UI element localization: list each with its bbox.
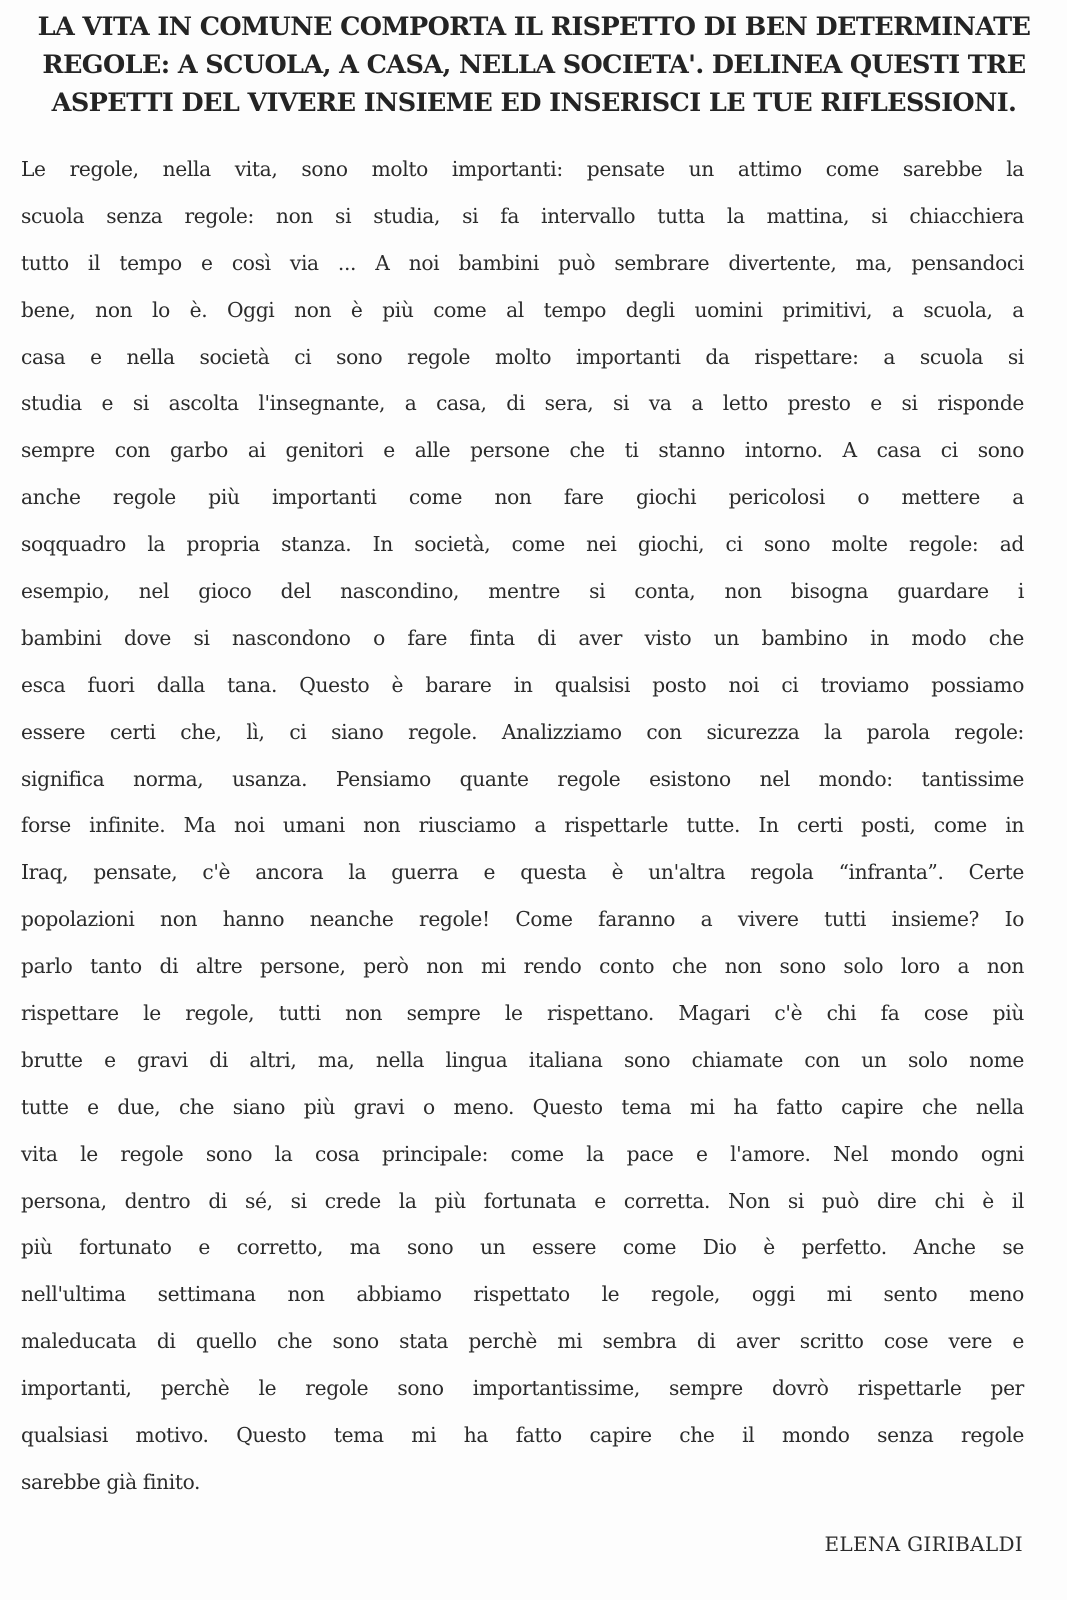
essay-line: tutto il tempo e così via ... A noi bambini può sembrare divertente, ma, pensandoci bbox=[21, 250, 1024, 275]
essay-line: Iraq, pensate, c'è ancora la guerra e questa è un'altra regola “infranta”. Certe bbox=[21, 860, 1024, 885]
essay-line: casa e nella società ci sono regole molto importanti da rispettare: a scuola si bbox=[21, 344, 1024, 369]
essay-line: soqquadro la propria stanza. In società, come nei giochi, ci sono molte regole: ad bbox=[21, 532, 1024, 557]
title-line: LA VITA IN COMUNE COMPORTA IL RISPETTO DI BEN DETERMINATE bbox=[37, 12, 1031, 42]
essay-prompt-title bbox=[22, 8, 1046, 122]
essay-line: importanti, perchè le regole sono importantissime, sempre dovrò rispettarle per bbox=[21, 1376, 1024, 1401]
essay-line: persona, dentro di sé, si crede la più fortunata e corretta. Non si può dire chi è il bbox=[21, 1188, 1024, 1213]
essay-body bbox=[21, 146, 1024, 1506]
essay-line: bambini dove si nascondono o fare finta di aver visto un bambino in modo che bbox=[21, 625, 1024, 650]
title-line: REGOLE: A SCUOLA, A CASA, NELLA SOCIETA'. DELINEA QUESTI TRE bbox=[42, 50, 1026, 80]
essay-line: essere certi che, lì, ci siano regole. Analizziamo con sicurezza la parola regole: bbox=[21, 719, 1024, 744]
essay-line: parlo tanto di altre persone, però non mi rendo conto che non sono solo loro a non bbox=[21, 954, 1024, 979]
essay-line: rispettare le regole, tutti non sempre le rispettano. Magari c'è chi fa cose più bbox=[21, 1001, 1024, 1026]
essay-line: Le regole, nella vita, sono molto importanti: pensate un attimo come sarebbe la bbox=[21, 157, 1024, 181]
essay-line: tutte e due, che siano più gravi o meno. Questo tema mi ha fatto capire che nella bbox=[21, 1094, 1024, 1119]
essay-line: popolazioni non hanno neanche regole! Come faranno a vivere tutti insieme? Io bbox=[21, 907, 1024, 932]
essay-line: sarebbe già finito. bbox=[21, 1469, 201, 1494]
essay-line: scuola senza regole: non si studia, si fa intervallo tutta la mattina, si chiacchiera bbox=[21, 203, 1024, 228]
essay-line: esca fuori dalla tana. Questo è barare in qualsisi posto noi ci troviamo possiamo bbox=[21, 672, 1024, 697]
essay-line: maleducata di quello che sono stata perchè mi sembra di aver scritto cose vere e bbox=[21, 1329, 1024, 1354]
essay-line: forse infinite. Ma noi umani non riusciamo a rispettarle tutte. In certi posti, come in bbox=[21, 813, 1024, 838]
essay-line: anche regole più importanti come non fare giochi pericolosi o mettere a bbox=[21, 485, 1024, 510]
essay-line: vita le regole sono la cosa principale: come la pace e l'amore. Nel mondo ogni bbox=[21, 1141, 1024, 1166]
essay-line: studia e si ascolta l'insegnante, a casa, di sera, si va a letto presto e si risponde bbox=[21, 391, 1024, 416]
essay-line: nell'ultima settimana non abbiamo rispettato le regole, oggi mi sento meno bbox=[21, 1282, 1024, 1307]
essay-line: sempre con garbo ai genitori e alle persone che ti stanno intorno. A casa ci sono bbox=[21, 438, 1024, 463]
essay-line: brutte e gravi di altri, ma, nella lingua italiana sono chiamate con un solo nome bbox=[21, 1047, 1024, 1072]
essay-line: bene, non lo è. Oggi non è più come al tempo degli uomini primitivi, a scuola, a bbox=[21, 297, 1024, 322]
title-line: ASPETTI DEL VIVERE INSIEME ED INSERISCI LE TUE RIFLESSIONI. bbox=[51, 88, 1017, 118]
essay-line: qualsiasi motivo. Questo tema mi ha fatto capire che il mondo senza regole bbox=[21, 1423, 1024, 1448]
essay-line: più fortunato e corretto, ma sono un essere come Dio è perfetto. Anche se bbox=[21, 1235, 1024, 1260]
essay-line: significa norma, usanza. Pensiamo quante regole esistono nel mondo: tantissime bbox=[21, 766, 1024, 791]
author-signature: ELENA GIRIBALDI bbox=[824, 1532, 1023, 1556]
essay-line: esempio, nel gioco del nascondino, mentre si conta, non bisogna guardare i bbox=[21, 579, 1024, 604]
